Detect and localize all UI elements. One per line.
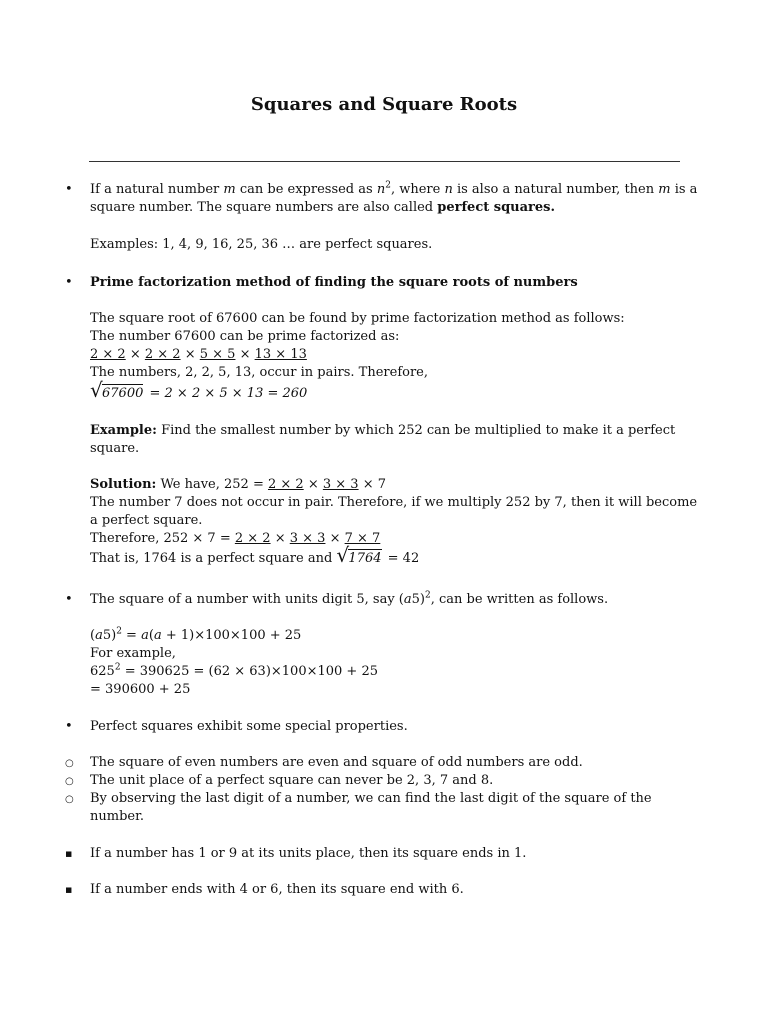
circle-bullet-icon: [65, 772, 74, 791]
property-item: The unit place of a perfect square can never be 2, 3, 7 and 8.: [90, 773, 494, 788]
title-divider: [89, 161, 680, 162]
factor-line: 2 × 2 × 2 × 2 × 5 × 5 × 13 × 13: [90, 347, 307, 362]
square-bullet-icon: [65, 845, 72, 863]
circle-bullet-icon: [65, 790, 74, 809]
subproperty-item: If a number ends with 4 or 6, then its square end with 6.: [90, 882, 464, 897]
perfect-square-definition: [90, 180, 698, 217]
units-digit-five-formula: $(a5)^2 = a(a + 1)\times 100\times 100 + 25$ For example, $625^2 = 390625 = (62 \times 63)\times 100\times 100 + 25$ = 390600 + 25: [90, 626, 378, 697]
solution-block: Solution: We have, 252 = 2 × 2 × 3 × 3 × 7 The number 7 does not occur in pair. Therefore, if we multiply 252 by 7, then it will become a perfect square. Therefore, 252 × 7 = 2 × 2 × 3 × 3 × 7 × 7 That is, 1764 is a perfect square and √ 1764 = 42: [90, 476, 690, 568]
page-title: Squares and Square Roots: [250, 94, 518, 115]
sqrt-equation: √ 67600 = 2 × 2 × 5 × 13 = 260: [90, 385, 690, 403]
subproperty-item: If a number has 1 or 9 at its units place, then its square ends in 1.: [90, 846, 527, 861]
bullet-icon: [65, 591, 73, 609]
definition-line-2: square number. The square numbers are also called perfect squares.: [90, 200, 556, 215]
bullet-icon: [65, 181, 73, 199]
sqrt-symbol: √ 1764: [336, 550, 381, 568]
example-block: Example: Find the smallest number by which 252 can be multiplied to make it a perfect square.: [90, 423, 676, 456]
units-digit-five-intro: The square of a number with units digit 5, say $(a5)^2$, can be written as follows.: [90, 590, 609, 607]
prime-factorization-heading: Prime factorization method of finding the square roots of numbers: [90, 275, 578, 290]
circle-bullet-icon: [65, 754, 74, 773]
bullet-icon: [65, 274, 73, 292]
sqrt-symbol: √ 67600: [90, 385, 143, 403]
body-line: The numbers, 2, 2, 5, 13, occur in pairs. Therefore,: [90, 365, 428, 380]
prime-factorization-body: [90, 310, 690, 403]
property-item: The square of even numbers are even and square of odd numbers are odd.: [90, 755, 583, 770]
square-bullet-icon: [65, 881, 72, 899]
body-line: The square root of 67600 can be found by prime factorization method as follows:: [90, 311, 625, 326]
body-line: The number 67600 can be prime factorized as:: [90, 329, 400, 344]
examples-line: Examples: 1, 4, 9, 16, 25, 36 … are perfect squares.: [90, 237, 433, 252]
property-item: By observing the last digit of a number, we can find the last digit of the square of the number.: [90, 791, 652, 824]
properties-intro: Perfect squares exhibit some special properties.: [90, 719, 408, 734]
bullet-icon: [65, 718, 73, 736]
definition-line-1: If a natural number m can be expressed as $n^2$, where n is also a natural number, then m is a: [90, 180, 698, 197]
